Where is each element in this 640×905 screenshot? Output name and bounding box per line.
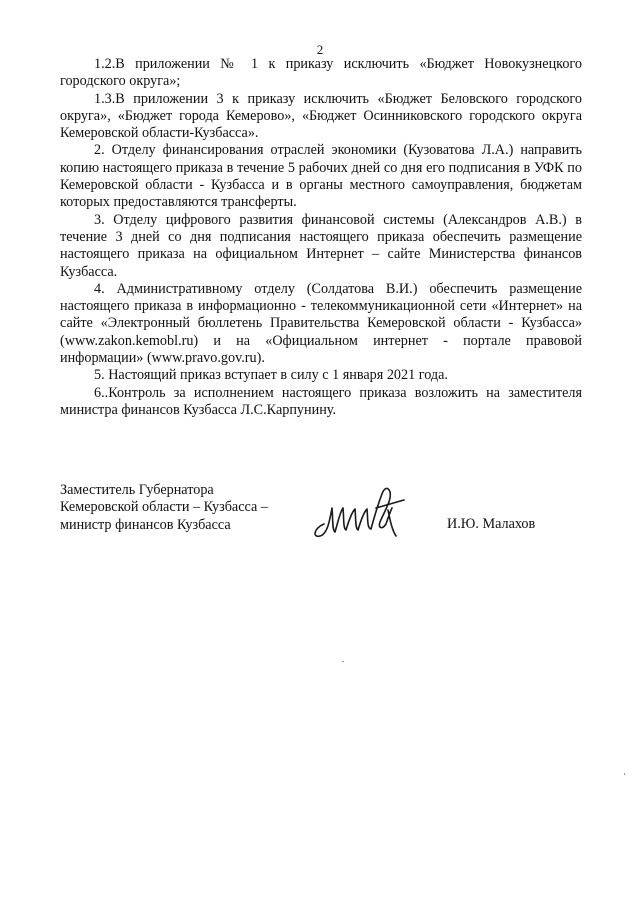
- signer-name: И.Ю. Малахов: [447, 516, 536, 532]
- paragraph-1-3: 1.3.В приложении 3 к приказу исключить «Бюджет Беловского городского округа», «Бюджет города Кемерово», «Бюджет Осинниковского городского округа Кемеровской области-Кузбасса».: [60, 90, 582, 142]
- signatory-position: [60, 482, 268, 534]
- paragraph-5: 5. Настоящий приказ вступает в силу с 1 января 2021 года.: [94, 367, 448, 384]
- scan-speck: [624, 773, 625, 775]
- paragraph-4: 4. Административному отделу (Солдатова В.И.) обеспечить размещение настоящего приказа в информационно - телекоммуникационной сети «Интернет» на сайте «Электронный бюллетень Правительства Кемеровской области - Кузбасса» (www.zakon.kemobl.ru) и на «Официальном интернет - портале правовой информации» (www.pravo.gov.ru).: [60, 280, 582, 367]
- paragraph-1-2: 1.2.В приложении № 1 к приказу исключить «Бюджет Новокузнецкого городского округа»;: [60, 56, 582, 90]
- position-line: Кемеровской области – Кузбасса –: [60, 499, 268, 516]
- page-number: 2: [316, 42, 324, 57]
- scan-speck: [342, 661, 344, 662]
- paragraph-3: 3. Отделу цифрового развития финансовой системы (Александров А.В.) в течение 3 дней со дня подписания настоящего приказа обеспечить размещение настоящего приказа на официальном Интернет – сайте Министерства финансов Кузбасса.: [60, 211, 582, 280]
- order-body: [60, 56, 582, 419]
- paragraph-6: 6..Контроль за исполнением настоящего приказа возложить на заместителя министра финансов Кузбасса Л.С.Карпунину.: [60, 384, 582, 418]
- handwritten-signature: [310, 478, 418, 548]
- position-line: Заместитель Губернатора: [60, 482, 214, 498]
- position-line: министр финансов Кузбасса: [60, 516, 231, 533]
- paragraph-2: 2. Отделу финансирования отраслей экономики (Кузоватова Л.А.) направить копию настоящего приказа в течение 5 рабочих дней со дня его подписания в УФК по Кемеровской области - Кузбасса и в органы местного самоуправления, бюджетам которых предоставляются трансферты.: [60, 142, 582, 211]
